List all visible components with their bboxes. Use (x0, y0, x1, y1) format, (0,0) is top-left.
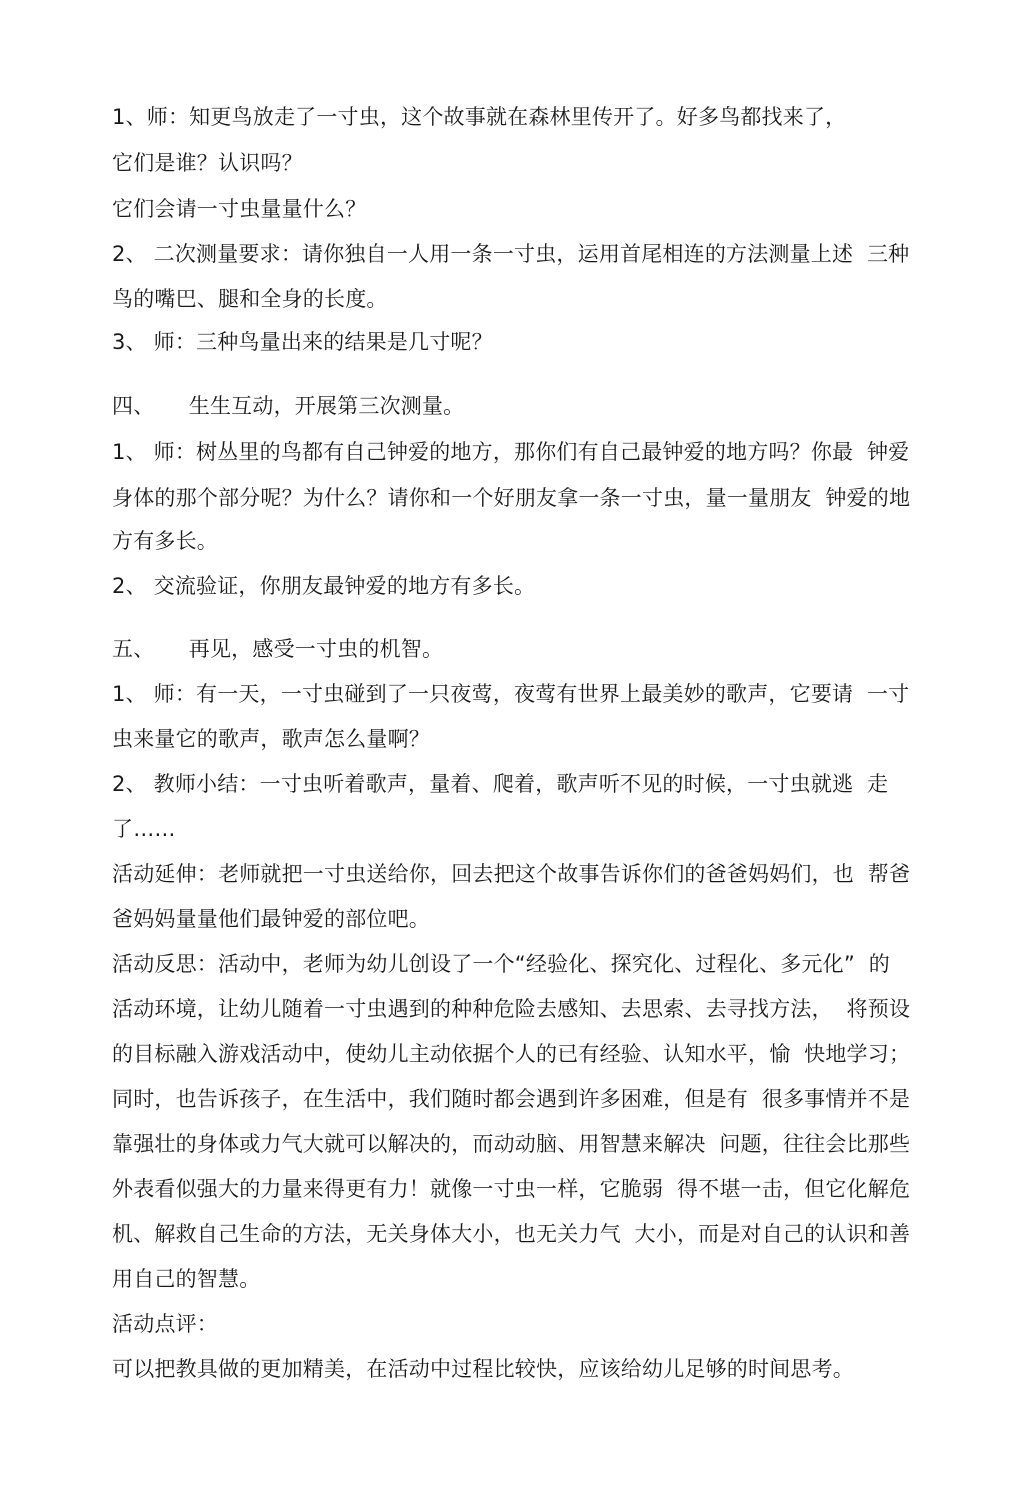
text-line: 它们是谁？认识吗？ (112, 151, 303, 175)
text-line: 2、 二次测量要求：请你独自一人用一条一寸虫，运用首尾相连的方法测量上述 三种 (112, 242, 910, 266)
text-line: 方有多长。 (112, 529, 218, 553)
text-line: 它们会请一寸虫量量什么？ (112, 197, 367, 221)
text-line: 3、 师：三种鸟量出来的结果是几寸呢？ (112, 330, 493, 354)
text-line: 活动反思：活动中，老师为幼儿创设了一个“经验化、探究化、过程化、多元化” 的 (112, 952, 890, 976)
text-line: 活动点评： (112, 1312, 218, 1336)
text-line: 爸妈妈量量他们最钟爱的部位吧。 (112, 907, 430, 931)
text-line: 活动延伸：老师就把一寸虫送给你，回去把这个故事告诉你们的爸爸妈妈们，也 帮爸 (112, 862, 911, 886)
section-heading: 五、 再见，感受一寸虫的机智。 (112, 637, 444, 661)
text-line: 2、 交流验证，你朋友最钟爱的地方有多长。 (112, 574, 536, 598)
text-line: 1、师：知更鸟放走了一寸虫，这个故事就在森林里传开了。好多鸟都找来了， (112, 105, 847, 129)
text-line: 1、 师：有一天，一寸虫碰到了一只夜莺，夜莺有世界上最美妙的歌声，它要请 一寸 (112, 682, 910, 706)
text-line: 鸟的嘴巴、腿和全身的长度。 (112, 287, 388, 311)
text-line: 机、解救自己生命的方法，无关身体大小，也无关力气 大小，而是对自己的认识和善 (112, 1222, 911, 1246)
text-line: 虫来量它的歌声，歌声怎么量啊？ (112, 727, 430, 751)
text-line: 2、 教师小结：一寸虫听着歌声，量着、爬着，歌声听不见的时候，一寸虫就逃 走 (112, 772, 889, 796)
text-line: 身体的那个部分呢？为什么？请你和一个好朋友拿一条一寸虫，量一量朋友 钟爱的地 (112, 486, 911, 510)
section-heading: 四、 生生互动，开展第三次测量。 (112, 394, 465, 418)
text-line: 用自己的智慧。 (112, 1267, 261, 1291)
text-line: 可以把教具做的更加精美，在活动中过程比较快，应该给幼儿足够的时间思考。 (112, 1357, 854, 1381)
text-line: 同时，也告诉孩子，在生活中，我们随时都会遇到许多困难，但是有 很多事情并不是 (112, 1087, 911, 1111)
text-line: 外表看似强大的力量来得更有力！就像一寸虫一样，它脆弱 得不堪一击，但它化解危 (112, 1177, 911, 1201)
text-line: 1、 师：树丛里的鸟都有自己钟爱的地方，那你们有自己最钟爱的地方吗？你最 钟爱 (112, 440, 910, 464)
text-line: 了…… (112, 817, 176, 841)
text-line: 活动环境，让幼儿随着一寸虫遇到的种种危险去感知、去思索、去寻找方法， 将预设 (112, 997, 911, 1021)
text-line: 的目标融入游戏活动中，使幼儿主动依据个人的已有经验、认知水平，愉 快地学习； (112, 1042, 911, 1066)
text-line: 靠强壮的身体或力气大就可以解决的，而动动脑、用智慧来解决 问题，往往会比那些 (112, 1132, 911, 1156)
